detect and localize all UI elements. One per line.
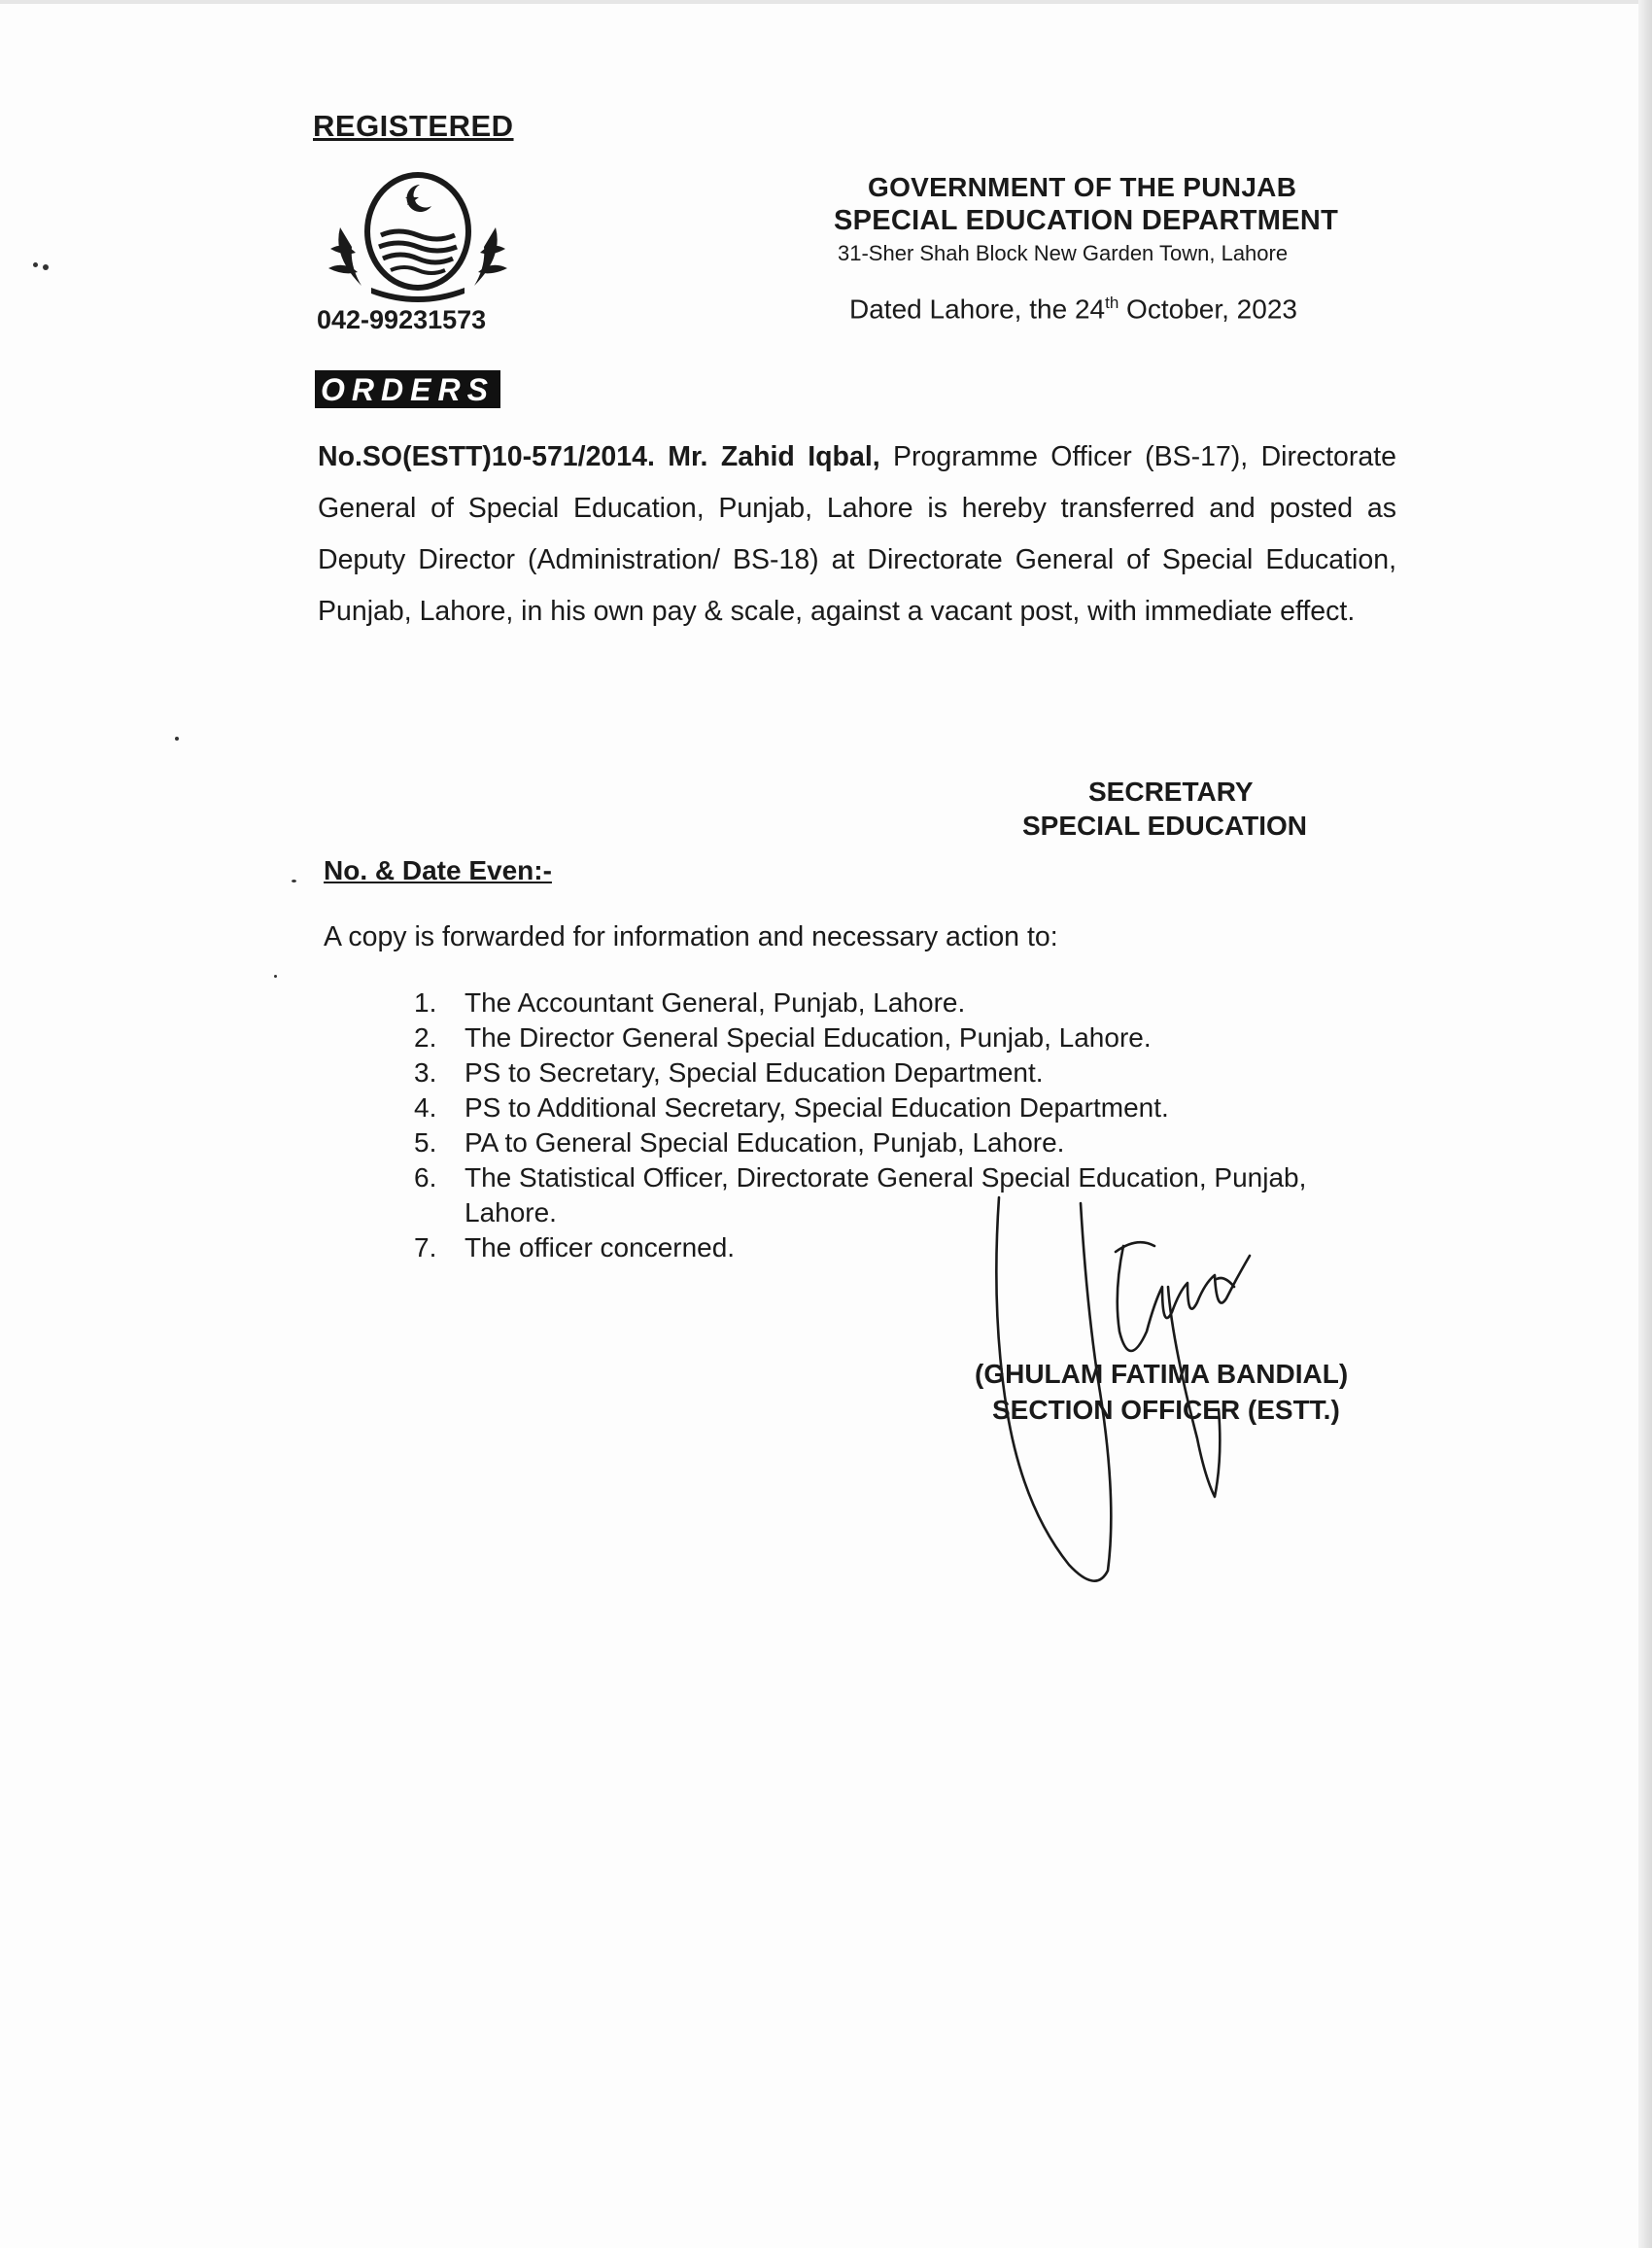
list-item — [414, 986, 1347, 1020]
scan-right-edge — [1638, 0, 1652, 2248]
handwritten-signature — [972, 1186, 1292, 1594]
order-date-prefix: Dated Lahore, the 24 — [849, 294, 1106, 325]
list-item-number: 7. — [414, 1232, 437, 1262]
list-item-text: The Director General Special Education, Punjab, Lahore. — [465, 1022, 1152, 1053]
order-number: No.SO(ESTT)10-571/2014. — [318, 441, 655, 472]
punjab-government-emblem-icon — [323, 159, 513, 305]
list-item — [414, 1125, 1347, 1160]
department-title: SPECIAL EDUCATION DEPARTMENT — [834, 205, 1339, 236]
list-item-text: PA to General Special Education, Punjab, Lahore. — [465, 1127, 1065, 1158]
list-item-text: The officer concerned. — [465, 1232, 736, 1262]
list-item — [414, 1020, 1347, 1055]
list-item-text: The Statistical Officer, Directorate General Special Education, Punjab, Lahore. — [465, 1162, 1307, 1228]
list-item-number: 1. — [414, 987, 437, 1018]
signatory-designation: SECTION OFFICER (ESTT.) — [992, 1395, 1340, 1425]
list-item-text: PS to Secretary, Special Education Department. — [465, 1057, 1044, 1088]
order-date-suffix: th — [1105, 294, 1119, 312]
order-date-rest: October, 2023 — [1119, 294, 1297, 325]
list-item-number: 2. — [414, 1022, 437, 1053]
phone-number: 042-99231573 — [317, 305, 487, 334]
order-body — [318, 432, 1396, 638]
government-title: GOVERNMENT OF THE PUNJAB — [868, 172, 1297, 202]
no-date-even-heading: No. & Date Even:- — [324, 855, 552, 885]
orders-heading: ORDERS — [315, 370, 500, 408]
list-item — [414, 1055, 1347, 1090]
list-item-number: 3. — [414, 1057, 437, 1088]
secretary-title: SECRETARY — [1088, 777, 1254, 807]
scan-speck — [175, 737, 179, 741]
list-item-number: 5. — [414, 1127, 437, 1158]
list-item-number: 4. — [414, 1092, 437, 1123]
scan-speck — [274, 975, 277, 978]
department-address: 31-Sher Shah Block New Garden Town, Lahore — [838, 241, 1289, 265]
scan-top-edge — [0, 0, 1652, 4]
scan-speck — [43, 264, 49, 270]
list-item-text: PS to Additional Secretary, Special Education Department. — [465, 1092, 1169, 1123]
list-item-number: 6. — [414, 1162, 437, 1193]
signatory-name: (GHULAM FATIMA BANDIAL) — [975, 1359, 1349, 1389]
list-item-text: The Accountant General, Punjab, Lahore. — [465, 987, 966, 1018]
registered-label: REGISTERED — [313, 109, 514, 143]
scan-speck — [33, 262, 38, 267]
list-item — [414, 1090, 1347, 1125]
order-text: Programme Officer (BS-17), Directorate General of Special Education, Punjab, Lahore is hereby transferred and posted as Deputy Director (Administration/ BS-18) at Directorate General of Special Education, Punjab, Lahore, in his own pay & scale, against a vacant post, with immediate effect. — [318, 441, 1396, 627]
officer-name: Mr. Zahid Iqbal, — [668, 441, 880, 472]
order-date — [849, 294, 1297, 325]
secretary-department: SPECIAL EDUCATION — [1022, 811, 1307, 841]
copy-forward-intro: A copy is forwarded for information and necessary action to: — [324, 921, 1058, 952]
scan-speck — [292, 880, 296, 882]
